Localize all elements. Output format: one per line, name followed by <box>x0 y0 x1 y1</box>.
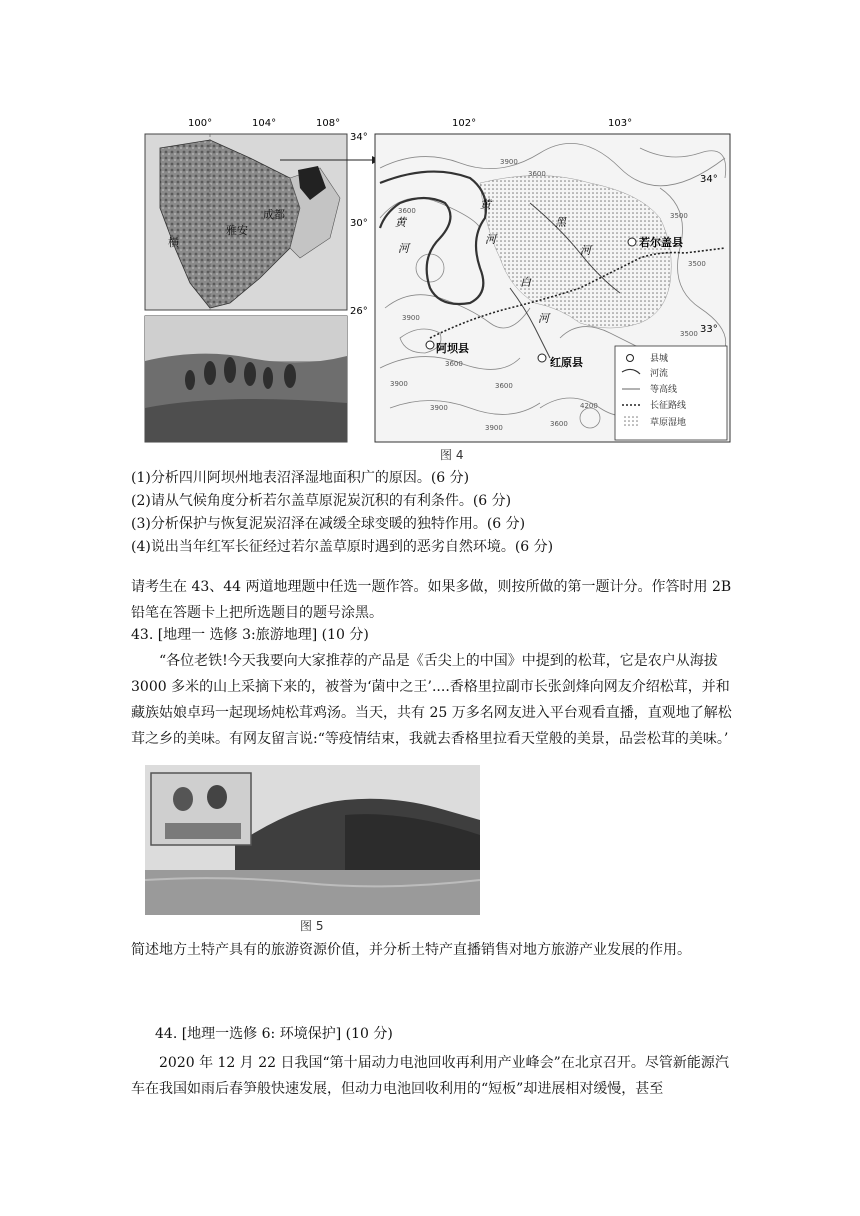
right-lon-label: 103° <box>608 118 633 129</box>
sichuan-map <box>145 134 380 310</box>
figure-5-photo <box>145 765 480 915</box>
contour-label: 3900 <box>485 424 503 432</box>
contour-label: 3900 <box>402 314 420 322</box>
legend-label: 河流 <box>650 369 669 379</box>
figure-4-svg <box>140 108 740 463</box>
contour-label: 3500 <box>670 212 688 220</box>
right-lat-label: 33° <box>700 324 718 335</box>
q44-passage: 2020 年 12 月 22 日我国“第十届动力电池回收再利用产业峰会”在北京召开。尽管新能源汽车在我国如雨后春笋般快速发展，但动力电池回收利用的“短板”却进展相对缓慢，甚至 <box>131 1055 729 1097</box>
question-4: (4)说出当年红军长征经过若尔盖草原时遇到的恶劣自然环境。(6 分) <box>131 539 554 555</box>
contour-label: 3900 <box>390 380 408 388</box>
question-3: (3)分析保护与恢复泥炭沼泽在减缓全球变暖的独特作用。(6 分) <box>131 516 526 532</box>
contour-label: 3600 <box>550 420 568 428</box>
river-label: 河 <box>580 244 591 257</box>
figure-4 <box>140 108 740 463</box>
question-1: (1)分析四川阿坝州地表沼泽湿地面积广的原因。(6 分) <box>131 470 470 486</box>
place-label: 横 <box>168 236 179 249</box>
contour-label: 3600 <box>528 170 546 178</box>
right-lon-label: 102° <box>452 118 477 129</box>
river-label: 河 <box>485 233 496 246</box>
contour-label: 3900 <box>430 404 448 412</box>
left-lon-label: 108° <box>316 118 341 129</box>
figure-4-caption: 图 4 <box>440 448 464 462</box>
left-lat-label: 30° <box>350 218 368 229</box>
q44-title: 44. [地理一选修 6: 环境保护] (10 分) <box>155 1026 393 1042</box>
left-lon-label: 104° <box>252 118 277 129</box>
river-label: 黑 <box>555 216 566 229</box>
county-label: 若尔盖县 <box>639 236 683 249</box>
contour-label: 3600 <box>445 360 463 368</box>
county-label: 红原县 <box>550 356 583 369</box>
place-label: 雅安 <box>226 224 248 237</box>
contour-label: 4200 <box>580 402 598 410</box>
legend-label: 长征路线 <box>650 401 687 411</box>
contour-label: 3500 <box>680 330 698 338</box>
q43-title: 43. [地理一 选修 3:旅游地理] (10 分) <box>131 627 369 643</box>
contour-label: 3900 <box>500 158 518 166</box>
soldiers-photo <box>145 316 347 442</box>
left-lon-label: 100° <box>188 118 213 129</box>
legend-label: 县城 <box>650 354 669 364</box>
river-label: 黄 <box>480 198 491 211</box>
place-label: 成都 <box>263 208 285 221</box>
figure-5-caption: 图 5 <box>300 919 324 933</box>
river-label: 白 <box>520 276 531 289</box>
left-lat-label: 34° <box>350 132 368 143</box>
river-label: 河 <box>538 312 549 325</box>
instructions: 请考生在 43、44 两道地理题中任选一题作答。如果多做，则按所做的第一题计分。作答时用 2B 铅笔在答题卡上把所选题目的题号涂黑。 <box>131 579 732 621</box>
contour-label: 3500 <box>688 260 706 268</box>
contour-label: 3600 <box>398 207 416 215</box>
zoige-map <box>375 134 730 442</box>
q43-passage: “各位老铁!今天我要向大家推荐的产品是《舌尖上的中国》中提到的松茸，它是农户从海拔 3000 多米的山上采摘下来的，被誉为‘菌中之王’....香格里拉副市长张剑烽向网友介绍松茸，并和藏族姑娘卓玛一起现场炖松茸鸡汤。当天，共有 25 万多名网友进入平台观看直播，直观地了解松茸之乡的美味。有网友留言说:“等疫情结束，我就去香格里拉看天堂般的美景，品尝松茸的美味。’ <box>131 653 732 747</box>
figure-5-svg <box>145 765 480 915</box>
contour-label: 3600 <box>495 382 513 390</box>
legend-label: 等高线 <box>650 385 678 395</box>
river-label: 黄 <box>395 216 406 229</box>
right-lat-label: 34° <box>700 174 718 185</box>
question-2: (2)请从气候角度分析若尔盖草原泥炭沉积的有利条件。(6 分) <box>131 493 512 509</box>
q43-question: 简述地方土特产具有的旅游资源价值，并分析土特产直播销售对地方旅游产业发展的作用。 <box>131 942 691 958</box>
county-label: 阿坝县 <box>436 342 469 355</box>
river-label: 河 <box>398 242 409 255</box>
left-lat-label: 26° <box>350 306 368 317</box>
legend-label: 草原湿地 <box>650 418 687 428</box>
